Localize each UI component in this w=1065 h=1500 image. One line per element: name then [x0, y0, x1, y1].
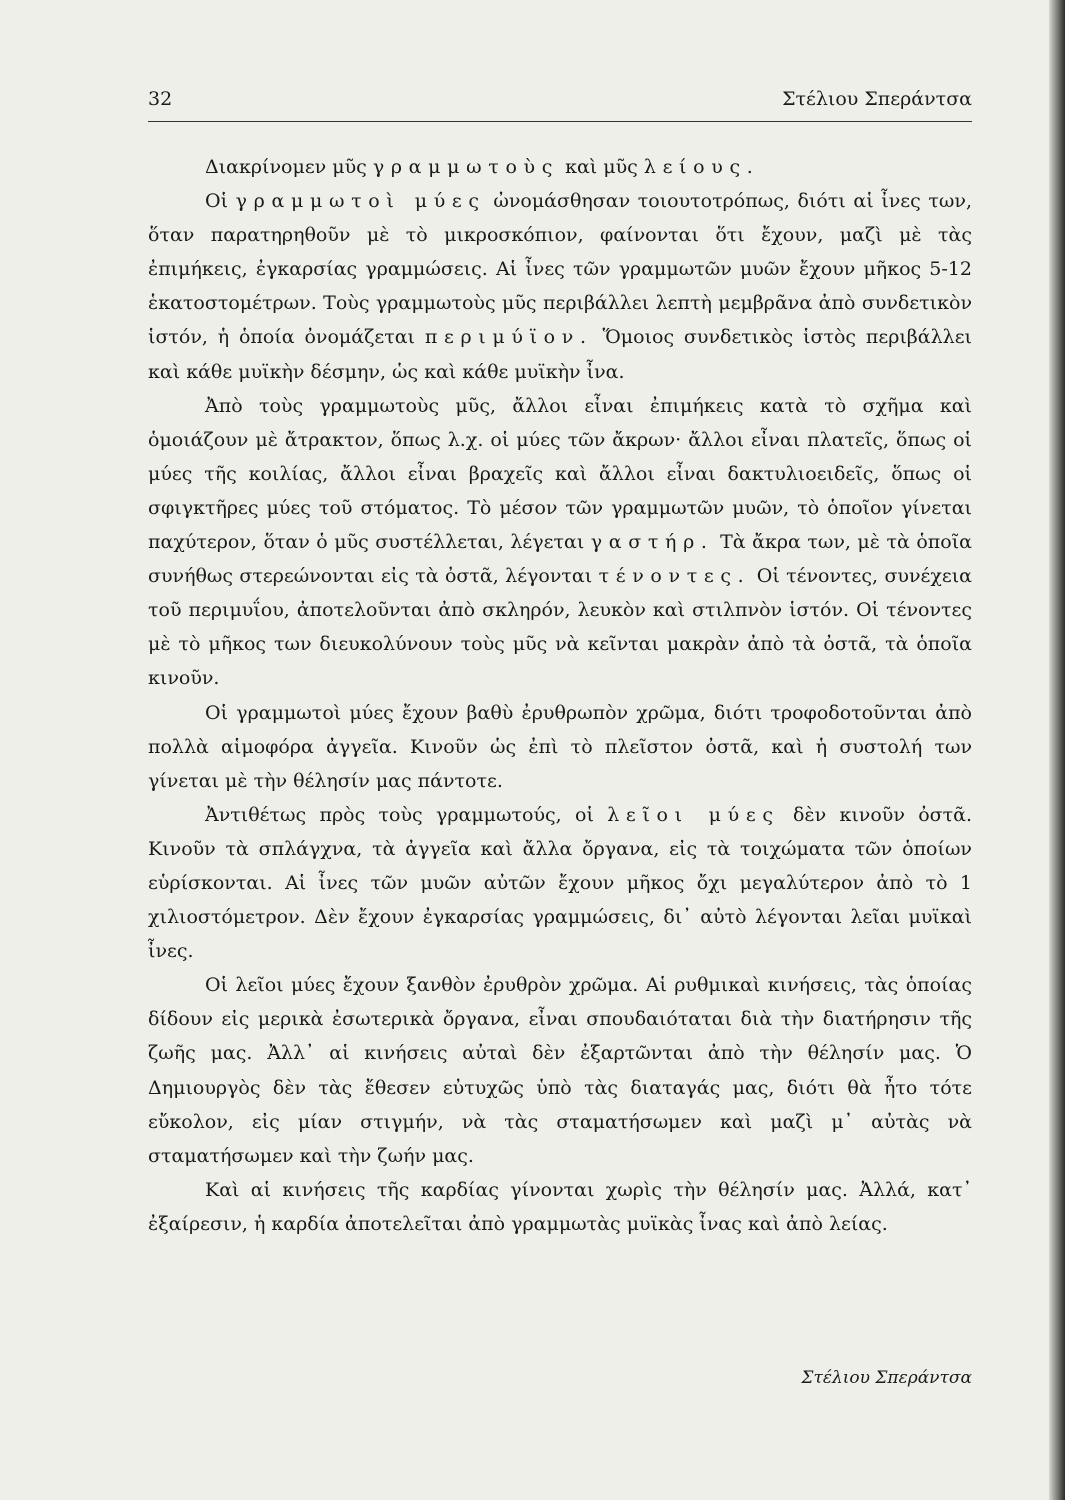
spaced-term: λεῖοι μύες	[607, 803, 780, 826]
text-run: ὠνομάσθησαν τοιουτοτρόπως, διότι αἱ ἶνες των, ὅταν παρατηρηθοῦν μὲ τὸ μικροσκόπιον, φαίνονται ὅτι ἔχουν, μαζὶ μὲ τὰς ἐπιμήκεις, ἐγκαρσίας γραμμώσεις. Αἱ ἶνες τῶν γραμμωτῶν μυῶν ἔχουν μῆκος 5-12 ἑκατοστομέτρων. Τοὺς γραμμωτοὺς μῦς περιβάλλει λεπτὴ μεμβρᾶνα ἀπὸ συνδετικὸν ἱστόν, ἡ ὁποία ὀνομάζεται	[148, 190, 973, 349]
spaced-term: γραμμωτοὶ μύες	[235, 190, 486, 213]
body-text	[148, 150, 972, 1241]
text-run: καὶ μῦς	[559, 156, 644, 178]
text-run: Ὅμοιος συνδετικὸς ἱστὸς περιβάλλει καὶ κάθε μυϊκὴν δέσμην, ὡς καὶ κάθε μυϊκὴν ἶνα.	[148, 326, 972, 383]
paragraph-5	[148, 798, 972, 968]
spaced-term: γραμμωτοὺς	[372, 156, 560, 178]
page-edge-shadow	[1049, 0, 1065, 1500]
paragraph-3	[148, 389, 972, 696]
paragraph-7: Καὶ αἱ κινήσεις τῆς καρδίας γίνονται χωρὶς τὴν θέλησίν μας. Ἀλλά, κατ᾽ ἐξαίρεσιν, ἡ καρδία ἀποτελεῖται ἀπὸ γραμμωτὰς μυϊκὰς ἶνας καὶ ἀπὸ λείας.	[148, 1178, 972, 1235]
text-run: Διακρίνομεν μῦς	[205, 156, 367, 178]
text-run: δὲν κινοῦν ὀστᾶ. Κινοῦν τὰ σπλάγχνα, τὰ ἀγγεῖα καὶ ἄλλα ὄργανα, εἰς τὰ τοιχώματα τῶν ὁποίων εὑρίσκονται. Αἱ ἶνες τῶν μυῶν αὐτῶν ἔχουν μῆκος ὄχι μεγαλύτερον ἀπὸ τὸ 1 χιλιοστόμετρον. Δὲν ἔχουν ἐγκαρσίας γραμμώσεις, δι᾽ αὐτὸ λέγονται λεῖαι μυϊκαὶ ἶνες.	[148, 803, 972, 963]
paragraph-2	[148, 184, 972, 389]
spaced-term: περιμύϊον.	[424, 326, 593, 349]
author-signature: Στέλιου Σπεράντσα	[801, 1368, 972, 1388]
spaced-term: γαστήρ.	[590, 531, 714, 554]
spaced-term: λείους.	[643, 156, 760, 178]
running-title: Στέλιου Σπεράντσα	[782, 88, 972, 110]
text-run: Ἀντιθέτως πρὸς τοὺς γραμμωτούς, οἱ	[205, 803, 608, 826]
spaced-term: τένοντες.	[598, 565, 751, 588]
paragraph-6: Οἱ λεῖοι μύες ἔχουν ξανθὸν ἐρυθρὸν χρῶμα. Αἱ ρυθμικαὶ κινήσεις, τὰς ὁποίας δίδουν εἰς μερικὰ ἐσωτερικὰ ὄργανα, εἶναι σπουδαιόταται διὰ τὴν διατήρησιν τῆς ζωῆς μας. Ἀλλ᾽ αἱ κινήσεις αὐταὶ δὲν ἐξαρτῶνται ἀπὸ τὴν θέλησίν μας. Ὁ Δημιουργὸς δὲν τὰς ἔθεσεν εὐτυχῶς ὑπὸ τὰς διαταγάς μας, διότι θὰ ἦτο τότε εὔκολον, εἰς μίαν στιγμήν, νὰ τὰς σταματήσωμεν καὶ μαζὶ μ᾽ αὐτὰς νὰ σταματήσωμεν καὶ τὴν ζωήν μας.	[148, 974, 972, 1167]
text-run: Ἀπὸ τοὺς γραμμωτοὺς μῦς, ἄλλοι εἶναι ἐπιμήκεις κατὰ τὸ σχῆμα καὶ ὁμοιάζουν μὲ ἄτρακτον, ὅπως λ.χ. οἱ μύες τῶν ἄκρων· ἄλλοι εἶναι πλατεῖς, ὅπως οἱ μύες τῆς κοιλίας, ἄλλοι εἶναι βραχεῖς καὶ ἄλλοι εἶναι δακτυλιοειδεῖς, ὅπως οἱ σφιγκτῆρες μύες τοῦ στόματος. Τὸ μέσον τῶν γραμμωτῶν μυῶν, τὸ ὁποῖον γίνεται παχύτερον, ὅταν ὁ μῦς συστέλλεται, λέγεται	[148, 394, 972, 554]
header-rule	[148, 121, 972, 122]
text-run: Τὰ ἄκρα των, μὲ τὰ ὁποῖα συνήθως στερεώνονται εἰς τὰ ὀστᾶ, λέγονται	[148, 531, 972, 588]
text-run: Οἱ	[205, 190, 229, 213]
paragraph-1	[148, 150, 972, 184]
paragraph-4: Οἱ γραμμωτοὶ μύες ἔχουν βαθὺ ἐρυθρωπὸν χρῶμα, διότι τροφοδοτοῦνται ἀπὸ πολλὰ αἱμοφόρα ἀγγεῖα. Κινοῦν ὡς ἐπὶ τὸ πλεῖστον ὀστᾶ, καὶ ἡ συστολή των γίνεται μὲ τὴν θέλησίν μας πάντοτε.	[148, 701, 972, 792]
page-header	[148, 88, 972, 118]
page-number: 32	[148, 88, 173, 110]
text-run: Οἱ τένοντες, συνέχεια τοῦ περιμυΐου, ἀποτελοῦνται ἀπὸ σκληρόν, λευκὸν καὶ στιλπνὸν ἱστόν. Οἱ τένοντες μὲ τὸ μῆκος των διευκολύνουν τοὺς μῦς νὰ κεῖνται μακρὰν ἀπὸ τὰ ὀστᾶ, τὰ ὁποῖα κινοῦν.	[148, 565, 973, 690]
